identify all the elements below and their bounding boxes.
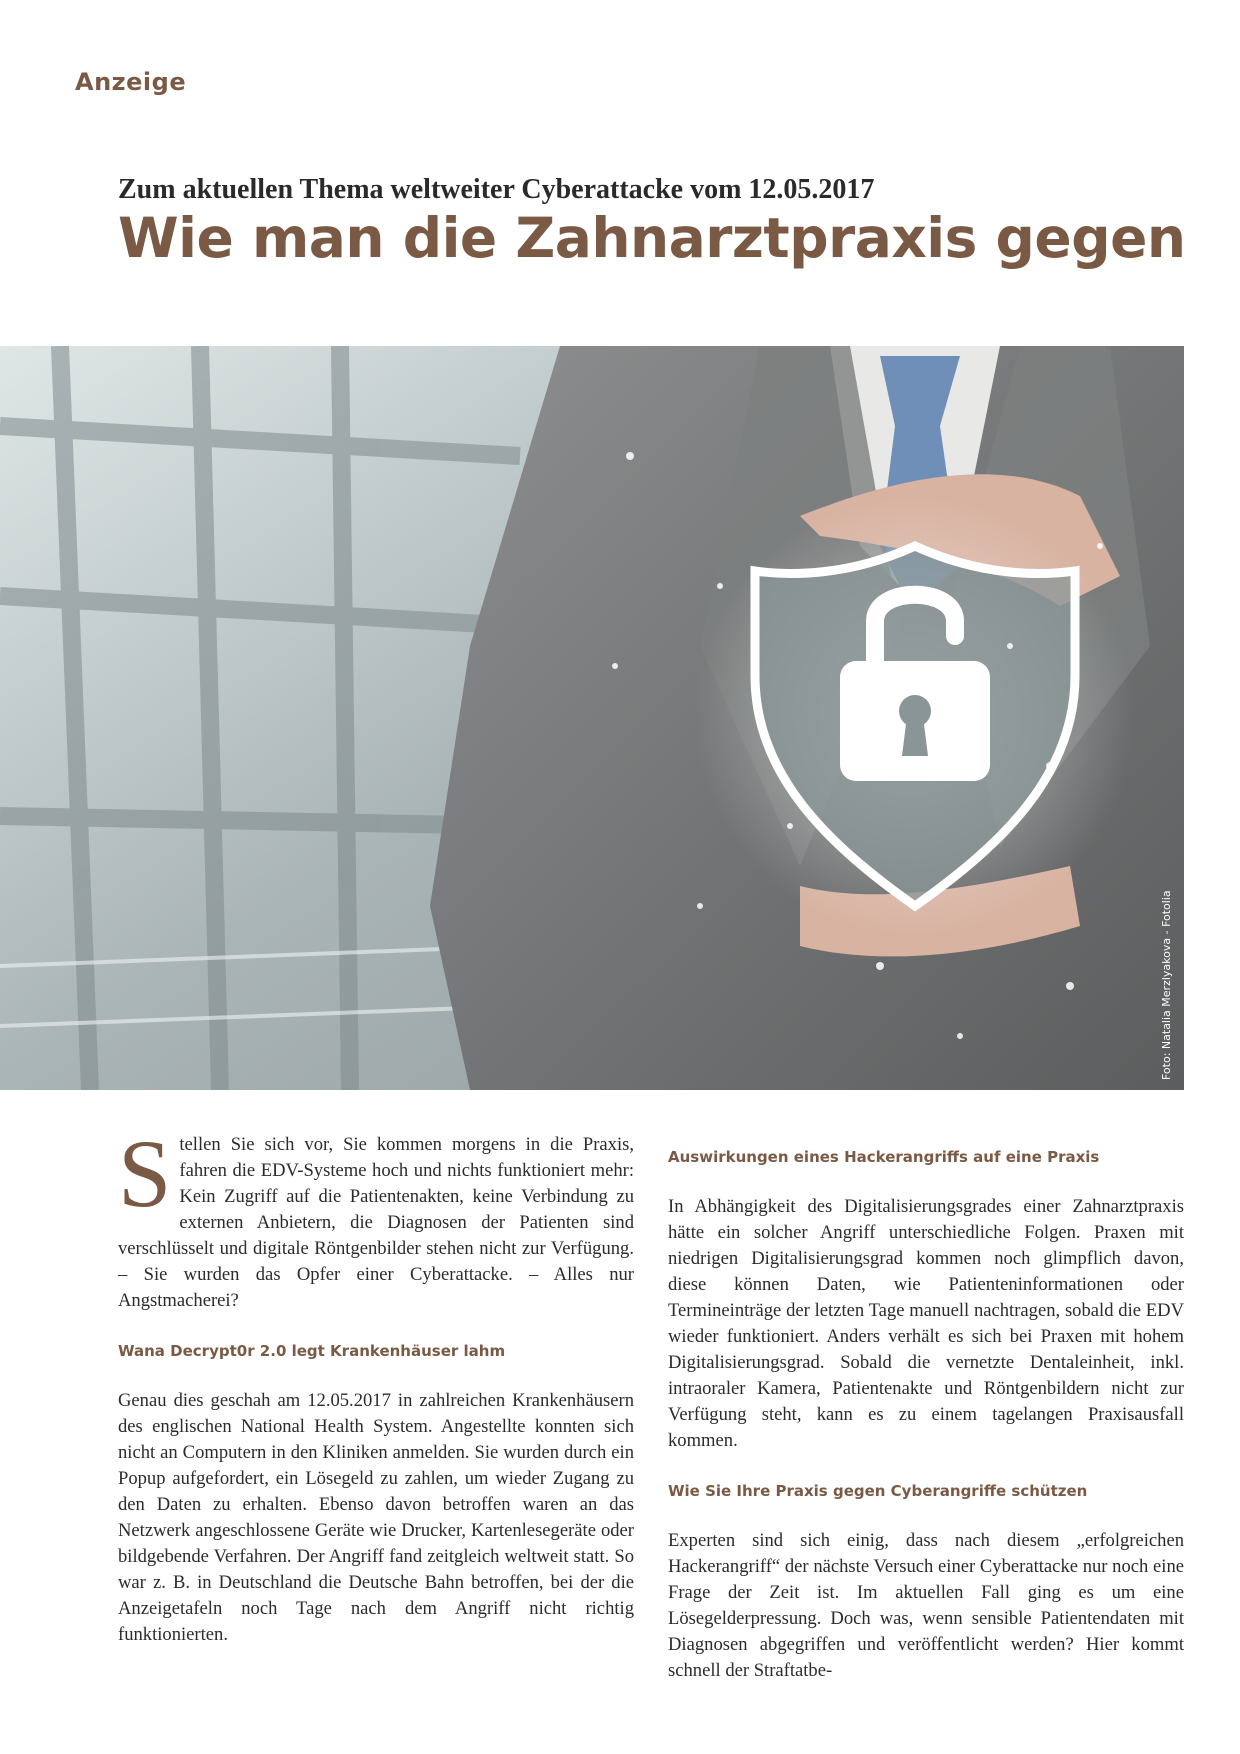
- photo-credit: Foto: Natalia Merzlyakova - Fotolia: [1160, 890, 1173, 1080]
- advert-label: Anzeige: [75, 68, 187, 96]
- intro-paragraph: Stellen Sie sich vor, Sie kommen morgens in die Praxis, fahren die EDV-Systeme hoch und nichts funktioniert mehr: Kein Zugriff auf die Patientenakten, keine Verbindung zu externen Anbietern, die Diagnosen der Patienten sind verschlüsselt und digitale Röntgenbilder stehen nicht zur Verfügung. – Sie wurden das Opfer einer Cyberattacke. – Alles nur Angstmacherei?: [118, 1120, 634, 1311]
- right-column: [668, 1132, 1184, 1684]
- dropcap: S: [118, 1120, 172, 1227]
- headline: Wie man die Zahnarztpraxis gegen: [118, 206, 1186, 270]
- kicker: Zum aktuellen Thema weltweiter Cyberattacke vom 12.05.2017: [118, 174, 875, 205]
- body-paragraph-schutz: Experten sind sich einig, dass nach diesem „erfolgreichen Hackerangriff“ der nächste Versuch einer Cyberattacke nur noch eine Frage der Zeit ist. Im aktuellen Fall ging es um eine Lösegelderpressung. Doch was, wenn sensible Patientendaten mit Diagnosen abgegriffen und veröffentlicht werden? Hier kommt schnell der Straftatbe-: [668, 1530, 1184, 1681]
- subheading-schutz: Wie Sie Ihre Praxis gegen Cyberangriffe schützen: [668, 1482, 1088, 1500]
- body-paragraph-wana: Genau dies geschah am 12.05.2017 in zahlreichen Krankenhäusern des englischen National Health System. Angestellte konnten sich nicht an Computern in den Kliniken anmelden. Sie wurden durch ein Popup aufgefordert, ein Lösegeld zu zahlen, um wieder Zugang zu den Daten zu erhalten. Ebenso davon betroffen waren an das Netzwerk angeschlossene Geräte wie Drucker, Kartenlesegeräte oder bildgebende Verfahren. Der Angriff fand zeitgleich weltweit statt. So war z. B. in Deutschland die Deutsche Bahn betroffen, bei der die Anzeigetafeln noch Tage nach dem Angriff nicht richtig funktionierten.: [118, 1390, 634, 1645]
- subheading-auswirkungen: Auswirkungen eines Hackerangriffs auf eine Praxis: [668, 1148, 1100, 1166]
- body-paragraph-auswirkungen: In Abhängigkeit des Digitalisierungsgrades einer Zahnarztpraxis hätte ein solcher Angriff unterschiedliche Folgen. Praxen mit niedrigen Digitalisierungsgrad kommen noch glimpflich davon, diese können Daten, wie Patienteninformationen oder Termineinträge der letzten Tage manuell nachtragen, sobald die EDV wieder funktioniert. Anders verhält es sich bei Praxen mit hohem Digitalisierungsgrad. Sobald die vernetzte Dentaleinheit, inkl. intraoraler Kamera, Patientenakte und Röntgenbildern nicht zur Verfügung steht, kann es zu einem tagelangen Praxisausfall kommen.: [668, 1196, 1184, 1451]
- left-column: [118, 1120, 634, 1648]
- hero-image: [0, 346, 1184, 1090]
- subheading-wana: Wana Decrypt0r 2.0 legt Krankenhäuser lahm: [118, 1342, 506, 1360]
